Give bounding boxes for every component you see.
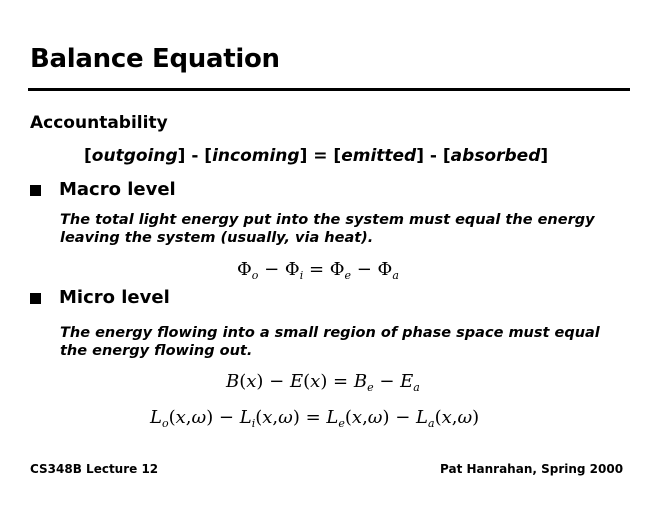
footer-author: Pat Hanrahan, Spring 2000 [440, 462, 624, 476]
bracket-close: ] [540, 146, 549, 166]
macro-description: The total light energy put into the system must equal the energy leaving the system (usually, via heat). [60, 212, 595, 246]
macro-equation-text [0, 0, 1, 1]
slide-title: Balance Equation [30, 44, 280, 74]
bracket-open: [ [84, 146, 92, 166]
micro-description: The energy flowing into a small region of phase space must equal the energy flowing out. [60, 325, 600, 359]
balance-statement [84, 146, 548, 166]
separator-minus: ] - [ [177, 146, 213, 166]
micro-equation-1-text [0, 0, 1, 1]
square-bullet-icon [30, 185, 41, 196]
footer-course: CS348B Lecture 12 [30, 462, 159, 476]
square-bullet-icon [30, 293, 41, 304]
bullet-label-micro: Micro level [59, 287, 170, 308]
separator-equals: ] = [ [299, 146, 342, 166]
micro-equation-2: $L_o(x,\omega) - L_i(x,\omega) = L_e(x,\omega) - L_a(x,\omega)$ [150, 407, 480, 430]
term-incoming: incoming [212, 146, 300, 166]
section-heading: Accountability [30, 113, 168, 133]
term-absorbed: absorbed [450, 146, 541, 166]
title-divider [28, 88, 630, 91]
macro-equation: $\Phi_o - \Phi_i = \Phi_e - \Phi_a$ [237, 259, 399, 282]
micro-equation-1: $B(x) - E(x) = B_e - E_a$ [226, 371, 420, 394]
micro-equation-2-text [0, 0, 1, 1]
separator-minus-2: ] - [ [416, 146, 451, 166]
bullet-label-macro: Macro level [59, 179, 176, 200]
term-outgoing: outgoing [91, 146, 178, 166]
term-emitted: emitted [341, 146, 417, 166]
